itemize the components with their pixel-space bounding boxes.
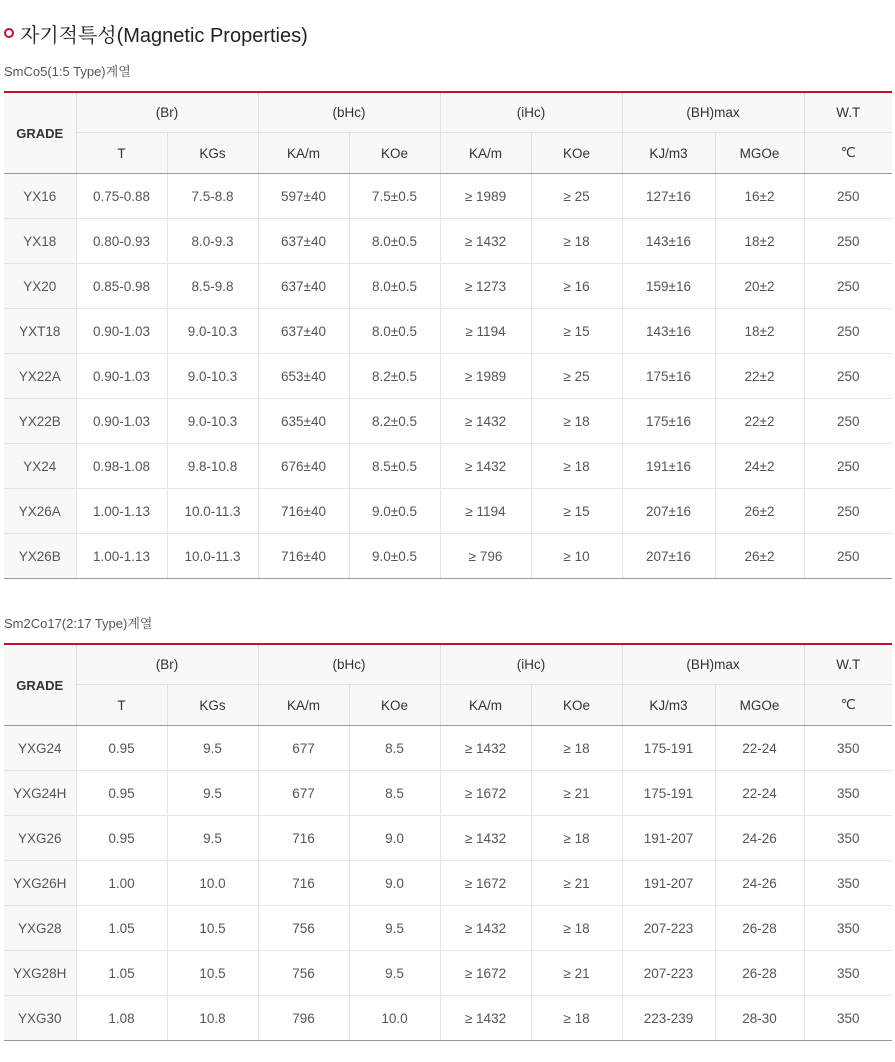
- table-cell: ≥ 15: [531, 309, 622, 354]
- table-cell: ≥ 1432: [440, 219, 531, 264]
- table-row: [4, 816, 892, 861]
- table-cell: ≥ 1432: [440, 399, 531, 444]
- grade-header: GRADE: [4, 644, 76, 726]
- grade-cell: YXG24H: [4, 771, 76, 816]
- table-cell: ≥ 18: [531, 906, 622, 951]
- table-cell: ≥ 18: [531, 996, 622, 1041]
- unit-header: KA/m: [258, 685, 349, 726]
- br-header: (Br): [76, 92, 258, 133]
- table-cell: 143±16: [622, 219, 715, 264]
- table-cell: 676±40: [258, 444, 349, 489]
- wt-header: W.T: [804, 644, 892, 685]
- table-cell: ≥ 18: [531, 444, 622, 489]
- table-cell: 207±16: [622, 534, 715, 579]
- bhc-header: (bHc): [258, 92, 440, 133]
- table-cell: 716±40: [258, 489, 349, 534]
- table-cell: 250: [804, 534, 892, 579]
- table-cell: 0.90-1.03: [76, 354, 167, 399]
- unit-header: T: [76, 133, 167, 174]
- table-cell: ≥ 1273: [440, 264, 531, 309]
- table-cell: 0.98-1.08: [76, 444, 167, 489]
- circle-bullet-icon: [4, 28, 14, 38]
- table-cell: ≥ 1672: [440, 951, 531, 996]
- smco5-properties-table: [4, 91, 892, 579]
- table-cell: 250: [804, 399, 892, 444]
- table-cell: 677: [258, 771, 349, 816]
- grade-cell: YX18: [4, 219, 76, 264]
- table-cell: 350: [804, 861, 892, 906]
- table-row: [4, 726, 892, 771]
- table-row: [4, 906, 892, 951]
- wt-header: W.T: [804, 92, 892, 133]
- table-cell: 191-207: [622, 861, 715, 906]
- section-subtitle-smco5: SmCo5(1:5 Type)계열: [4, 64, 131, 79]
- table-cell: 16±2: [715, 174, 804, 219]
- table-cell: 716: [258, 816, 349, 861]
- table-cell: 350: [804, 726, 892, 771]
- table-cell: 9.5: [167, 816, 258, 861]
- table-cell: ≥ 16: [531, 264, 622, 309]
- table-cell: 250: [804, 354, 892, 399]
- table-row: [4, 861, 892, 906]
- table-cell: ≥ 1194: [440, 309, 531, 354]
- grade-cell: YX24: [4, 444, 76, 489]
- table-cell: 716±40: [258, 534, 349, 579]
- table-cell: 8.0±0.5: [349, 219, 440, 264]
- table-cell: ≥ 21: [531, 771, 622, 816]
- table-cell: 223-239: [622, 996, 715, 1041]
- table-cell: 18±2: [715, 219, 804, 264]
- grade-cell: YXG28H: [4, 951, 76, 996]
- table-cell: 0.80-0.93: [76, 219, 167, 264]
- br-header: (Br): [76, 644, 258, 685]
- table-row: [4, 354, 892, 399]
- bhc-header: (bHc): [258, 644, 440, 685]
- table-cell: ≥ 1432: [440, 444, 531, 489]
- table-cell: 26-28: [715, 906, 804, 951]
- grade-cell: YXG26H: [4, 861, 76, 906]
- table-cell: 28-30: [715, 996, 804, 1041]
- table-cell: ≥ 21: [531, 951, 622, 996]
- table-cell: 0.90-1.03: [76, 399, 167, 444]
- unit-header: KA/m: [440, 133, 531, 174]
- table-cell: 1.00: [76, 861, 167, 906]
- table-cell: 0.85-0.98: [76, 264, 167, 309]
- grade-cell: YX26A: [4, 489, 76, 534]
- ihc-header: (iHc): [440, 92, 622, 133]
- table-cell: 0.75-0.88: [76, 174, 167, 219]
- table-cell: ≥ 1432: [440, 996, 531, 1041]
- grade-cell: YXG30: [4, 996, 76, 1041]
- table-row: [4, 489, 892, 534]
- table-cell: 175-191: [622, 726, 715, 771]
- table-cell: 9.0-10.3: [167, 354, 258, 399]
- unit-header: KOe: [531, 133, 622, 174]
- unit-header: KGs: [167, 685, 258, 726]
- table-row: [4, 399, 892, 444]
- table-cell: 9.0-10.3: [167, 399, 258, 444]
- table-cell: 207-223: [622, 906, 715, 951]
- table-cell: ≥ 1432: [440, 816, 531, 861]
- table-cell: ≥ 1432: [440, 726, 531, 771]
- table-cell: 350: [804, 816, 892, 861]
- table-cell: 1.00-1.13: [76, 489, 167, 534]
- table-cell: ≥ 18: [531, 219, 622, 264]
- table-cell: 22-24: [715, 726, 804, 771]
- unit-header: KA/m: [440, 685, 531, 726]
- table-cell: ≥ 796: [440, 534, 531, 579]
- table-cell: 10.0-11.3: [167, 534, 258, 579]
- table-cell: 26±2: [715, 534, 804, 579]
- table-cell: 26±2: [715, 489, 804, 534]
- table-cell: 127±16: [622, 174, 715, 219]
- table-cell: 175±16: [622, 399, 715, 444]
- table-cell: 350: [804, 951, 892, 996]
- table-cell: 250: [804, 489, 892, 534]
- table-cell: ≥ 1989: [440, 174, 531, 219]
- unit-header: KOe: [531, 685, 622, 726]
- table-cell: 250: [804, 174, 892, 219]
- table-cell: 250: [804, 219, 892, 264]
- table-cell: 9.0: [349, 816, 440, 861]
- table-cell: 0.90-1.03: [76, 309, 167, 354]
- table-cell: ≥ 21: [531, 861, 622, 906]
- table-cell: 24±2: [715, 444, 804, 489]
- table-cell: 7.5-8.8: [167, 174, 258, 219]
- table-row: [4, 174, 892, 219]
- table-cell: 1.00-1.13: [76, 534, 167, 579]
- table-cell: 637±40: [258, 219, 349, 264]
- table-cell: 716: [258, 861, 349, 906]
- table-cell: 635±40: [258, 399, 349, 444]
- unit-header: KJ/m3: [622, 685, 715, 726]
- table-cell: 9.5: [349, 951, 440, 996]
- table-cell: 143±16: [622, 309, 715, 354]
- smco5-table-body: [4, 174, 892, 579]
- table-row: [4, 951, 892, 996]
- table-cell: 9.5: [167, 771, 258, 816]
- table-cell: 350: [804, 771, 892, 816]
- bhmax-header: (BH)max: [622, 92, 804, 133]
- table-cell: 9.0-10.3: [167, 309, 258, 354]
- grade-cell: YX22B: [4, 399, 76, 444]
- table-cell: 8.2±0.5: [349, 354, 440, 399]
- table-row: [4, 219, 892, 264]
- table-row: [4, 264, 892, 309]
- table-cell: 26-28: [715, 951, 804, 996]
- table-cell: ≥ 18: [531, 726, 622, 771]
- table-cell: 1.05: [76, 951, 167, 996]
- table-cell: ≥ 1672: [440, 771, 531, 816]
- unit-header: KGs: [167, 133, 258, 174]
- table-cell: ≥ 25: [531, 174, 622, 219]
- page-title-row: [4, 20, 308, 46]
- grade-cell: YX20: [4, 264, 76, 309]
- table-cell: 191-207: [622, 816, 715, 861]
- table-cell: 175-191: [622, 771, 715, 816]
- grade-cell: YX16: [4, 174, 76, 219]
- table-cell: 1.05: [76, 906, 167, 951]
- table-cell: 207±16: [622, 489, 715, 534]
- table-cell: 653±40: [258, 354, 349, 399]
- unit-header: KOe: [349, 685, 440, 726]
- table-cell: 0.95: [76, 771, 167, 816]
- table-cell: 8.2±0.5: [349, 399, 440, 444]
- table-cell: 8.0±0.5: [349, 309, 440, 354]
- ihc-header: (iHc): [440, 644, 622, 685]
- table-row: [4, 771, 892, 816]
- table-cell: 8.5: [349, 726, 440, 771]
- table-cell: 250: [804, 444, 892, 489]
- table-cell: 159±16: [622, 264, 715, 309]
- page-title: 자기적특성(Magnetic Properties): [20, 24, 308, 47]
- table-cell: ≥ 1989: [440, 354, 531, 399]
- table-cell: 597±40: [258, 174, 349, 219]
- table-cell: 22±2: [715, 354, 804, 399]
- table-cell: 22±2: [715, 399, 804, 444]
- table-cell: 1.08: [76, 996, 167, 1041]
- table-cell: ≥ 25: [531, 354, 622, 399]
- table-row: [4, 996, 892, 1041]
- table-cell: 207-223: [622, 951, 715, 996]
- table-cell: ≥ 18: [531, 816, 622, 861]
- section-subtitle-sm2co17: Sm2Co17(2:17 Type)계열: [4, 616, 153, 631]
- table-cell: 637±40: [258, 309, 349, 354]
- table-cell: 8.0-9.3: [167, 219, 258, 264]
- table-cell: 9.5: [167, 726, 258, 771]
- table-cell: ≥ 1432: [440, 906, 531, 951]
- table-cell: 9.5: [349, 906, 440, 951]
- grade-header: GRADE: [4, 92, 76, 174]
- grade-cell: YXG28: [4, 906, 76, 951]
- table-cell: 10.0: [349, 996, 440, 1041]
- table-cell: 9.0±0.5: [349, 489, 440, 534]
- table-cell: 796: [258, 996, 349, 1041]
- table-cell: ≥ 1672: [440, 861, 531, 906]
- table-cell: 22-24: [715, 771, 804, 816]
- table-cell: 9.0: [349, 861, 440, 906]
- unit-header: T: [76, 685, 167, 726]
- sm2co17-table-body: [4, 726, 892, 1041]
- table-cell: 10.0-11.3: [167, 489, 258, 534]
- table-cell: 9.8-10.8: [167, 444, 258, 489]
- grade-cell: YX26B: [4, 534, 76, 579]
- table-cell: 8.5±0.5: [349, 444, 440, 489]
- unit-header: KOe: [349, 133, 440, 174]
- table-cell: 756: [258, 951, 349, 996]
- table-cell: 350: [804, 906, 892, 951]
- grade-cell: YXG26: [4, 816, 76, 861]
- table-cell: 10.8: [167, 996, 258, 1041]
- table-cell: 350: [804, 996, 892, 1041]
- table-cell: 175±16: [622, 354, 715, 399]
- table-cell: 0.95: [76, 816, 167, 861]
- table-cell: 18±2: [715, 309, 804, 354]
- unit-header: KJ/m3: [622, 133, 715, 174]
- unit-header: MGOe: [715, 133, 804, 174]
- table-cell: 250: [804, 264, 892, 309]
- table-cell: 756: [258, 906, 349, 951]
- table-cell: 8.0±0.5: [349, 264, 440, 309]
- table-cell: 8.5: [349, 771, 440, 816]
- bhmax-header: (BH)max: [622, 644, 804, 685]
- table-cell: ≥ 10: [531, 534, 622, 579]
- table-cell: 10.0: [167, 861, 258, 906]
- table-cell: ≥ 18: [531, 399, 622, 444]
- table-cell: ≥ 1194: [440, 489, 531, 534]
- table-cell: 10.5: [167, 951, 258, 996]
- table-cell: 191±16: [622, 444, 715, 489]
- unit-header: ℃: [804, 133, 892, 174]
- table-cell: 250: [804, 309, 892, 354]
- unit-header: KA/m: [258, 133, 349, 174]
- table-row: [4, 534, 892, 579]
- unit-header: ℃: [804, 685, 892, 726]
- grade-cell: YXG24: [4, 726, 76, 771]
- table-cell: 7.5±0.5: [349, 174, 440, 219]
- table-cell: 10.5: [167, 906, 258, 951]
- unit-header: MGOe: [715, 685, 804, 726]
- table-cell: 0.95: [76, 726, 167, 771]
- table-cell: 677: [258, 726, 349, 771]
- table-cell: 8.5-9.8: [167, 264, 258, 309]
- table-cell: 24-26: [715, 816, 804, 861]
- table-cell: 24-26: [715, 861, 804, 906]
- grade-cell: YXT18: [4, 309, 76, 354]
- sm2co17-properties-table: [4, 643, 892, 1041]
- table-cell: ≥ 15: [531, 489, 622, 534]
- table-cell: 637±40: [258, 264, 349, 309]
- grade-cell: YX22A: [4, 354, 76, 399]
- table-row: [4, 309, 892, 354]
- table-cell: 20±2: [715, 264, 804, 309]
- table-cell: 9.0±0.5: [349, 534, 440, 579]
- table-row: [4, 444, 892, 489]
